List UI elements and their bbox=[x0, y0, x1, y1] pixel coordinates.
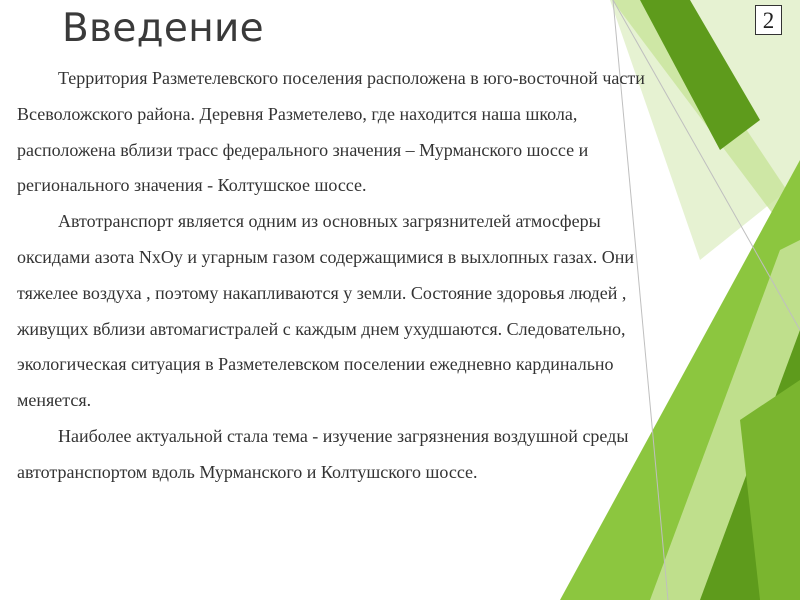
paragraph-line: Автотранспорт является одним из основных загрязнителей атмосферы bbox=[58, 211, 601, 232]
paragraph-line: живущих вблизи автомагистралей с каждым днем ухудшаются. Следовательно, bbox=[17, 318, 626, 339]
paragraph-line: автотранспортом вдоль Мурманского и Колтушского шоссе. bbox=[17, 461, 478, 482]
paragraph-line: Наиболее актуальной стала тема - изучение загрязнения воздушной среды bbox=[58, 425, 629, 446]
paragraph-line: экологическая ситуация в Разметелевском поселении ежедневно кардинально bbox=[17, 354, 614, 375]
slide-title: Введение bbox=[62, 6, 264, 51]
paragraph-line: тяжелее воздуха , поэтому накапливаются у земли. Состояние здоровья людей , bbox=[17, 282, 627, 303]
paragraph-line: Территория Разметелевского поселения расположена в юго-восточной части bbox=[58, 68, 645, 88]
page-number-badge: 2 bbox=[755, 5, 782, 35]
paragraph-line: оксидами азота NxOy и угарным газом содержащимися в выхлопных газах. Они bbox=[17, 246, 634, 267]
paragraph-line: расположена вблизи трасс федерального значения – Мурманского шоссе и bbox=[17, 139, 589, 160]
body-text bbox=[17, 61, 792, 491]
paragraph-line: регионального значения - Колтушское шоссе. bbox=[17, 175, 367, 196]
paragraph-line: Всеволожского района. Деревня Разметелево, где находится наша школа, bbox=[17, 103, 578, 124]
paragraph-line: меняется. bbox=[17, 390, 92, 411]
